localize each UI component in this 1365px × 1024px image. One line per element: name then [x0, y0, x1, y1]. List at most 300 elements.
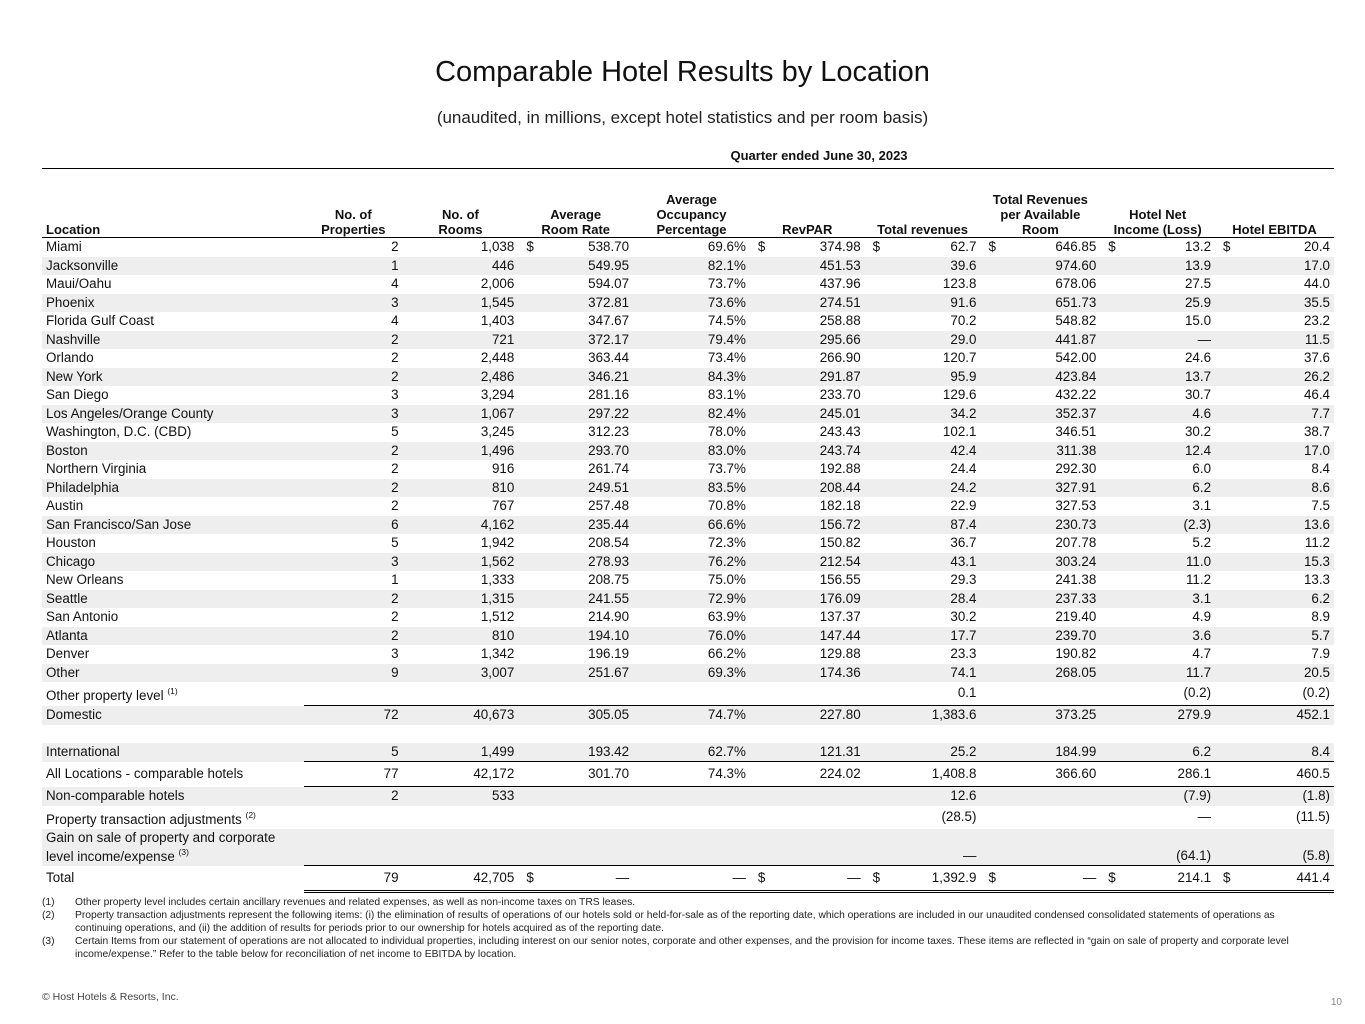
cell-rooms: 2,486	[403, 368, 519, 387]
cell-trevpar: $ 646.85	[980, 238, 1100, 257]
cell-ebitda: 26.2	[1215, 368, 1334, 387]
cell-net-income: 15.0	[1184, 313, 1212, 328]
cell-revpar: 121.31	[750, 743, 865, 762]
cell-ebitda: 11.2	[1304, 535, 1330, 550]
row-label: Other property level $^{(1)}$	[46, 686, 178, 703]
cell-rooms	[403, 829, 519, 866]
cell-rooms: 1,562	[403, 553, 519, 572]
cell-ebitda: 11.5	[1215, 331, 1334, 350]
page-title: Comparable Hotel Results by Location	[435, 56, 930, 88]
cell-ebitda: 17.0	[1215, 257, 1334, 276]
currency-symbol: $	[526, 869, 534, 885]
cell-ebitda: 8.6	[1215, 479, 1334, 498]
row-label: Nashville	[42, 331, 304, 350]
cell-rooms: 3,007	[403, 664, 519, 683]
cell-properties	[304, 806, 403, 830]
cell-rooms: 1,342	[480, 646, 515, 661]
row-label: San Diego	[46, 387, 109, 402]
cell-ebitda: 452.1	[1215, 706, 1334, 725]
currency-symbol: $	[872, 869, 881, 885]
cell-revpar: 212.54	[750, 553, 865, 572]
cell-trevpar: 346.51	[1055, 424, 1097, 439]
cell-adr: 297.22	[518, 405, 633, 424]
cell-total-revenues: 36.7	[950, 535, 977, 550]
cell-rooms: 3,294	[480, 387, 515, 402]
cell-trevpar: 974.60	[980, 257, 1100, 276]
cell-ebitda: 20.5	[1215, 664, 1334, 683]
cell-rooms: 916	[491, 461, 515, 476]
cell-adr: 208.75	[588, 572, 630, 587]
cell-rooms: 446	[403, 257, 519, 276]
cell-properties: 2	[391, 461, 399, 476]
cell-adr: 257.48	[588, 498, 630, 513]
cell-trevpar: 311.38	[980, 442, 1100, 461]
cell-occupancy: 83.1%	[707, 387, 746, 402]
cell-rooms: 1,333	[480, 572, 515, 587]
cell-total-revenues: 74.1	[865, 664, 981, 683]
location-row	[42, 405, 1334, 424]
cell-rooms: 1,512	[480, 609, 515, 624]
cell-occupancy	[633, 806, 750, 830]
cell-rooms: 1,496	[403, 442, 519, 461]
cell-revpar: 156.55	[819, 572, 861, 587]
location-row	[42, 312, 1334, 331]
cell-occupancy: 79.4%	[633, 331, 750, 350]
cell-properties: 5	[304, 743, 403, 762]
cell-trevpar: 292.30	[1055, 461, 1097, 476]
cell-adr	[518, 806, 633, 830]
cell-net-income: 24.6	[1184, 350, 1212, 365]
cell-properties: 2	[304, 368, 403, 387]
cell-rooms: 42,172	[403, 762, 519, 787]
cell-properties: 1	[304, 257, 403, 276]
cell-properties	[304, 682, 403, 706]
row-label: Northern Virginia	[46, 461, 147, 476]
cell-net-income: 11.7	[1100, 664, 1215, 683]
cell-rooms: 767	[491, 498, 515, 513]
cell-trevpar: 352.37	[980, 405, 1100, 424]
cell-trevpar: $ —	[980, 866, 1100, 892]
cell-occupancy: 75.0%	[707, 572, 746, 587]
non-comparable-row	[42, 787, 1334, 806]
cell-net-income: —	[1100, 331, 1215, 350]
location-row	[42, 590, 1334, 609]
cell-properties: 3	[304, 405, 403, 424]
cell-occupancy: 74.7%	[633, 706, 750, 725]
cell-total-revenues: 28.4	[865, 590, 981, 609]
cell-adr: 293.70	[518, 442, 633, 461]
cell-rooms: 810	[403, 627, 519, 646]
cell-trevpar: 190.82	[1055, 646, 1097, 661]
cell-properties: 2	[304, 442, 403, 461]
cell-rooms: 721	[403, 331, 519, 350]
cell-adr: 235.44	[518, 516, 633, 535]
cell-total-revenues: 1,408.8	[865, 762, 981, 787]
cell-properties: 2	[304, 627, 403, 646]
cell-net-income: 5.2	[1192, 535, 1212, 550]
location-row	[42, 664, 1334, 683]
cell-properties: 2	[391, 239, 399, 254]
cell-ebitda: 460.5	[1215, 762, 1334, 787]
cell-occupancy: 69.6%	[707, 239, 746, 254]
cell-trevpar: 423.84	[980, 368, 1100, 387]
location-row	[42, 257, 1334, 276]
col-header-net-income: Hotel Net Income (Loss)	[1100, 169, 1215, 238]
cell-rooms: 1,038	[480, 239, 515, 254]
cell-net-income: 3.1	[1192, 498, 1212, 513]
cell-rooms	[403, 806, 519, 830]
cell-adr: 372.17	[518, 331, 633, 350]
cell-properties: 4	[391, 313, 399, 328]
cell-total-revenues: 70.2	[950, 313, 977, 328]
row-label: Boston	[42, 442, 304, 461]
cell-ebitda: 7.5	[1311, 498, 1330, 513]
currency-symbol: $	[757, 239, 766, 254]
location-row	[42, 331, 1334, 350]
cell-ebitda: (0.2)	[1302, 685, 1330, 701]
cell-ebitda: 44.0	[1303, 276, 1330, 291]
cell-adr: 241.55	[518, 590, 633, 609]
row-label: Houston	[46, 535, 96, 550]
cell-adr: 372.81	[518, 294, 633, 313]
cell-adr: 208.54	[588, 535, 630, 550]
cell-net-income: (7.9)	[1100, 787, 1215, 806]
location-row	[42, 553, 1334, 572]
cell-rooms: 1,315	[403, 590, 519, 609]
row-label: Jacksonville	[42, 257, 304, 276]
cell-revpar: 176.09	[750, 590, 865, 609]
copyright: © Host Hotels & Resorts, Inc.	[42, 991, 179, 1003]
cell-total-revenues: 23.3	[950, 646, 977, 661]
cell-occupancy: 73.7%	[707, 276, 746, 291]
cell-properties: 3	[391, 387, 399, 402]
cell-occupancy: 66.6%	[633, 516, 750, 535]
cell-rooms	[403, 682, 519, 706]
cell-occupancy	[633, 682, 750, 706]
cell-revpar: 233.70	[819, 387, 861, 402]
cell-properties: 2	[391, 350, 399, 365]
cell-net-income: 11.2	[1185, 572, 1212, 587]
cell-ebitda: 23.2	[1303, 313, 1330, 328]
currency-symbol: $	[526, 239, 534, 254]
cell-trevpar: 366.60	[980, 762, 1100, 787]
row-label: Denver	[46, 646, 90, 661]
cell-rooms: 40,673	[403, 706, 519, 725]
cell-properties: 1	[391, 572, 399, 587]
total-row	[42, 866, 1334, 892]
footnote-ref: (2)	[245, 809, 256, 820]
cell-revpar: 437.96	[819, 276, 861, 291]
footnote: (1) Other property level includes certain ancillary revenues and related expenses, as well as non-income taxes on TRS leases.	[42, 897, 636, 908]
cell-net-income: (2.3)	[1100, 516, 1215, 535]
cell-total-revenues: 24.4	[950, 461, 977, 476]
cell-adr: 346.21	[518, 368, 633, 387]
cell-ebitda: 17.0	[1215, 442, 1334, 461]
cell-properties: 2	[304, 590, 403, 609]
cell-revpar: 227.80	[750, 706, 865, 725]
location-row	[42, 386, 1334, 405]
cell-occupancy: 66.2%	[707, 646, 746, 661]
cell-revpar: 156.72	[750, 516, 865, 535]
period-header: Quarter ended June 30, 2023	[304, 142, 1334, 169]
cell-revpar: 243.74	[750, 442, 865, 461]
cell-adr: 249.51	[518, 479, 633, 498]
column-headers	[42, 169, 1334, 238]
row-label: San Antonio	[46, 609, 119, 624]
location-row	[42, 275, 1334, 294]
cell-occupancy: 72.3%	[707, 535, 746, 550]
cell-occupancy: 74.3%	[633, 762, 750, 787]
cell-net-income: 30.7	[1184, 387, 1212, 402]
cell-adr: 251.67	[518, 664, 633, 683]
cell-ebitda: $ 441.4	[1215, 866, 1334, 892]
row-label: All Locations - comparable hotels	[46, 765, 244, 781]
footnote: (3) Certain Items from our statement of operations are not allocated to individual properties, including interest on our senior notes, corporate and other expenses, and the provision for income taxes. These items are reflected in “gain on sale of property and corporate level income/expense.” Refer to the table below for reconciliation of net income to EBITDA by location.	[42, 936, 1289, 960]
cell-trevpar: 239.70	[980, 627, 1100, 646]
location-row	[42, 571, 1334, 590]
cell-revpar: 224.02	[750, 762, 865, 787]
cell-rooms: 810	[403, 479, 519, 498]
cell-adr: 261.74	[588, 461, 630, 476]
cell-net-income: 11.0	[1100, 553, 1215, 572]
row-label: Washington, D.C. (CBD)	[46, 424, 192, 439]
cell-properties: 6	[304, 516, 403, 535]
currency-symbol: $	[988, 869, 996, 885]
row-label: Other	[42, 664, 304, 683]
cell-revpar: 150.82	[819, 535, 861, 550]
currency-symbol: $	[1223, 239, 1231, 254]
cell-net-income: 27.5	[1184, 276, 1212, 291]
footnote-ref: (1)	[167, 686, 178, 696]
cell-trevpar: 432.22	[1055, 387, 1097, 402]
cell-occupancy: 84.3%	[633, 368, 750, 387]
cell-trevpar: 327.53	[1055, 498, 1097, 513]
cell-revpar: 245.01	[750, 405, 865, 424]
cell-ebitda: 37.6	[1303, 350, 1330, 365]
location-row	[42, 368, 1334, 387]
cell-rooms: 42,705	[403, 866, 519, 892]
cell-trevpar	[980, 829, 1100, 866]
cell-ebitda: (5.8)	[1215, 829, 1334, 866]
cell-occupancy: 83.0%	[633, 442, 750, 461]
cell-total-revenues: 30.2	[950, 609, 977, 624]
cell-rooms: 533	[403, 787, 519, 806]
col-header-revpar: RevPAR	[750, 169, 865, 238]
cell-total-revenues: 123.8	[942, 276, 977, 291]
all-locations-row	[42, 762, 1334, 787]
cell-total-revenues: 34.2	[865, 405, 981, 424]
cell-ebitda: 35.5	[1215, 294, 1334, 313]
cell-revpar	[750, 829, 865, 866]
row-label: Domestic	[42, 706, 304, 725]
cell-adr: 549.95	[518, 257, 633, 276]
location-row	[42, 645, 1334, 664]
cell-occupancy: 69.3%	[633, 664, 750, 683]
cell-total-revenues: 39.6	[865, 257, 981, 276]
cell-trevpar: 207.78	[1055, 535, 1097, 550]
cell-trevpar: 303.24	[980, 553, 1100, 572]
row-label: Maui/Oahu	[46, 276, 112, 291]
location-row	[42, 534, 1334, 553]
cell-ebitda: $ 20.4	[1215, 238, 1334, 257]
cell-ebitda: 8.4	[1215, 743, 1334, 762]
cell-adr	[518, 829, 633, 866]
cell-trevpar	[980, 787, 1100, 806]
cell-rooms: 1,499	[403, 743, 519, 762]
cell-total-revenues: 29.0	[865, 331, 981, 350]
cell-properties: 2	[391, 498, 399, 513]
cell-properties: 5	[391, 424, 399, 439]
location-row	[42, 608, 1334, 627]
cell-trevpar: 542.00	[1055, 350, 1097, 365]
cell-adr: 194.10	[518, 627, 633, 646]
cell-rooms: 1,403	[480, 313, 515, 328]
results-table	[42, 142, 1334, 893]
cell-adr: $ —	[518, 866, 633, 892]
cell-occupancy: 70.8%	[707, 498, 746, 513]
cell-revpar: 129.88	[819, 646, 861, 661]
cell-net-income: $ 13.2	[1100, 238, 1215, 257]
footnote-ref: (3)	[178, 846, 189, 857]
cell-ebitda: 8.9	[1311, 609, 1330, 624]
cell-net-income: —	[1197, 809, 1212, 824]
cell-ebitda: 38.7	[1303, 424, 1330, 439]
cell-revpar: 182.18	[819, 498, 861, 513]
page-subtitle: (unaudited, in millions, except hotel statistics and per room basis)	[436, 108, 929, 127]
row-label: Orlando	[46, 350, 94, 365]
cell-revpar: $ —	[750, 866, 865, 892]
cell-revpar: 192.88	[819, 461, 861, 476]
currency-symbol: $	[1108, 869, 1116, 885]
cell-net-income: 6.2	[1100, 743, 1215, 762]
col-header-adr: Average Room Rate	[518, 169, 633, 238]
cell-ebitda: (1.8)	[1215, 787, 1334, 806]
location-row	[42, 516, 1334, 535]
row-label: San Francisco/San Jose	[42, 516, 304, 535]
cell-total-revenues: 102.1	[942, 424, 977, 439]
cell-net-income: (0.2)	[1183, 685, 1212, 701]
cell-occupancy: 74.5%	[707, 313, 746, 328]
cell-trevpar: 237.33	[980, 590, 1100, 609]
cell-total-revenues: 0.1	[957, 685, 977, 701]
cell-trevpar: 441.87	[980, 331, 1100, 350]
cell-net-income: 3.1	[1100, 590, 1215, 609]
cell-rooms: 2,448	[480, 350, 515, 365]
cell-occupancy: 83.5%	[633, 479, 750, 498]
cell-net-income: $ 214.1	[1100, 866, 1215, 892]
currency-symbol: $	[988, 239, 996, 254]
cell-occupancy: —	[633, 866, 750, 892]
cell-trevpar: 373.25	[980, 706, 1100, 725]
international-row	[42, 743, 1334, 762]
row-label: Austin	[46, 498, 84, 513]
cell-adr	[518, 682, 633, 706]
cell-properties: 2	[391, 609, 399, 624]
row-label: Gain on sale of property and corporate level income/expense $^{(3)}$	[42, 829, 304, 866]
cell-occupancy	[633, 829, 750, 866]
cell-ebitda: 7.7	[1215, 405, 1334, 424]
cell-occupancy: 78.0%	[707, 424, 746, 439]
cell-occupancy: 76.0%	[633, 627, 750, 646]
location-row	[42, 238, 1334, 257]
cell-adr: 281.16	[588, 387, 630, 402]
cell-rooms: 2,006	[480, 276, 515, 291]
cell-occupancy: 72.9%	[633, 590, 750, 609]
col-header-total-revenues: Total revenues	[865, 169, 981, 238]
cell-total-revenues: 29.3	[950, 572, 977, 587]
cell-properties: 2	[304, 787, 403, 806]
col-header-location: Location	[42, 169, 304, 238]
cell-total-revenues: 24.2	[865, 479, 981, 498]
cell-total-revenues: —	[865, 829, 981, 866]
row-label: Phoenix	[42, 294, 304, 313]
location-row	[42, 497, 1334, 516]
cell-occupancy: 73.4%	[707, 350, 746, 365]
cell-trevpar: 184.99	[980, 743, 1100, 762]
cell-net-income: 30.2	[1184, 424, 1212, 439]
cell-adr: 301.70	[518, 762, 633, 787]
other-property-level-row	[42, 682, 1334, 706]
cell-properties: 77	[304, 762, 403, 787]
cell-revpar: 451.53	[750, 257, 865, 276]
cell-revpar: 174.36	[750, 664, 865, 683]
cell-occupancy: 62.7%	[633, 743, 750, 762]
cell-ebitda: 8.4	[1311, 461, 1330, 476]
cell-adr: 312.23	[588, 424, 630, 439]
location-row	[42, 627, 1334, 646]
cell-adr: 278.93	[518, 553, 633, 572]
cell-net-income: 4.7	[1192, 646, 1212, 661]
cell-total-revenues: 120.7	[942, 350, 977, 365]
cell-occupancy: 63.9%	[707, 609, 746, 624]
location-row	[42, 479, 1334, 498]
page-number: 10	[1330, 997, 1342, 1008]
cell-net-income: 4.6	[1100, 405, 1215, 424]
cell-total-revenues: 17.7	[865, 627, 981, 646]
cell-net-income: 4.9	[1192, 609, 1212, 624]
cell-rooms: 1,942	[480, 535, 515, 550]
location-row	[42, 442, 1334, 461]
currency-symbol: $	[872, 239, 881, 254]
cell-total-revenues: 129.6	[942, 387, 977, 402]
cell-properties: 79	[304, 866, 403, 892]
cell-ebitda: 7.9	[1311, 646, 1330, 661]
cell-adr	[518, 787, 633, 806]
cell-rooms: 1,545	[403, 294, 519, 313]
cell-adr: 196.19	[588, 646, 630, 661]
cell-revpar	[750, 787, 865, 806]
row-label: New Orleans	[46, 572, 124, 587]
cell-properties: 3	[304, 553, 403, 572]
currency-symbol: $	[757, 869, 766, 885]
cell-trevpar: 327.91	[980, 479, 1100, 498]
cell-properties: 3	[304, 294, 403, 313]
row-label: Philadelphia	[42, 479, 304, 498]
cell-occupancy: 76.2%	[633, 553, 750, 572]
cell-trevpar: 241.38	[1055, 572, 1097, 587]
location-row	[42, 460, 1334, 479]
cell-properties	[304, 829, 403, 866]
cell-total-revenues: 12.6	[865, 787, 981, 806]
row-label: Non-comparable hotels	[42, 787, 304, 806]
cell-properties: 9	[304, 664, 403, 683]
cell-revpar: 208.44	[750, 479, 865, 498]
cell-ebitda: 13.3	[1303, 572, 1330, 587]
cell-revpar: 243.43	[819, 424, 861, 439]
cell-properties: 5	[391, 535, 399, 550]
cell-net-income: 13.9	[1100, 257, 1215, 276]
cell-net-income: 3.6	[1100, 627, 1215, 646]
